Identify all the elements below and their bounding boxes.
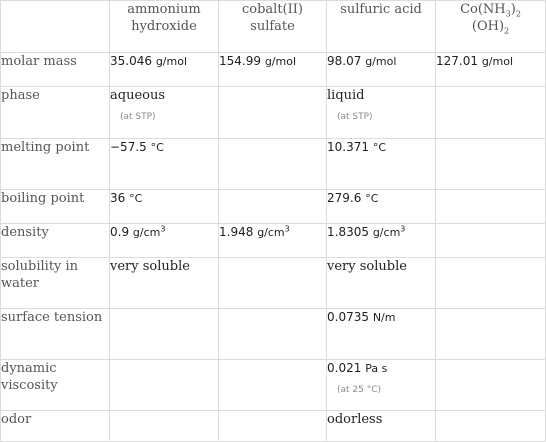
table-row <box>1 258 546 309</box>
boiling-point-ammonium-hydroxide: 36 °C <box>110 190 219 224</box>
solubility-sulfuric-acid: very soluble <box>327 258 436 309</box>
melting-point-cobalt-sulfate <box>219 139 327 190</box>
surface-tension-ammonium-hydroxide <box>110 309 219 360</box>
table-row <box>1 139 546 190</box>
table-row <box>1 53 546 87</box>
table-row <box>1 190 546 224</box>
surface-tension-sulfuric-acid: 0.0735 N/m <box>327 309 436 360</box>
solubility-cobalt-sulfate <box>219 258 327 309</box>
solubility-cobalt-complex <box>436 258 546 309</box>
molar-mass-ammonium-hydroxide: 35.046 g/mol <box>110 53 219 87</box>
solubility-ammonium-hydroxide: very soluble <box>110 258 219 309</box>
table-row <box>1 224 546 258</box>
dynamic-viscosity-ammonium-hydroxide <box>110 360 219 411</box>
corner-cell <box>1 1 110 53</box>
column-header-cobalt-sulfate: cobalt(II) sulfate <box>219 1 327 53</box>
table-row <box>1 411 546 442</box>
boiling-point-sulfuric-acid: 279.6 °C <box>327 190 436 224</box>
phase-cobalt-complex <box>436 87 546 139</box>
odor-ammonium-hydroxide <box>110 411 219 442</box>
density-cobalt-complex <box>436 224 546 258</box>
boiling-point-cobalt-sulfate <box>219 190 327 224</box>
molar-mass-cobalt-complex: 127.01 g/mol <box>436 53 546 87</box>
column-header-ammonium-hydroxide: ammonium hydroxide <box>110 1 219 53</box>
surface-tension-cobalt-sulfate <box>219 309 327 360</box>
row-label-melting-point: melting point <box>1 139 110 190</box>
molar-mass-cobalt-sulfate: 154.99 g/mol <box>219 53 327 87</box>
table-row <box>1 360 546 411</box>
odor-sulfuric-acid: odorless <box>327 411 436 442</box>
row-label-density: density <box>1 224 110 258</box>
row-label-phase: phase <box>1 87 110 139</box>
dynamic-viscosity-cobalt-sulfate <box>219 360 327 411</box>
phase-sulfuric-acid: liquid (at STP) <box>327 87 436 139</box>
melting-point-cobalt-complex <box>436 139 546 190</box>
row-label-boiling-point: boiling point <box>1 190 110 224</box>
table-row <box>1 309 546 360</box>
boiling-point-cobalt-complex <box>436 190 546 224</box>
melting-point-sulfuric-acid: 10.371 °C <box>327 139 436 190</box>
dynamic-viscosity-sulfuric-acid: 0.021 Pa s (at 25 °C) <box>327 360 436 411</box>
row-label-odor: odor <box>1 411 110 442</box>
column-header-sulfuric-acid: sulfuric acid <box>327 1 436 53</box>
row-label-dynamic-viscosity: dynamic viscosity <box>1 360 110 411</box>
row-label-surface-tension: surface tension <box>1 309 110 360</box>
odor-cobalt-sulfate <box>219 411 327 442</box>
melting-point-ammonium-hydroxide: −57.5 °C <box>110 139 219 190</box>
molar-mass-sulfuric-acid: 98.07 g/mol <box>327 53 436 87</box>
density-cobalt-sulfate: 1.948 $g/cm^3$ <box>219 224 327 258</box>
density-ammonium-hydroxide: 0.9 $g/cm^3$ <box>110 224 219 258</box>
density-sulfuric-acid: 1.8305 $g/cm^3$ <box>327 224 436 258</box>
row-label-solubility: solubility in water <box>1 258 110 309</box>
odor-cobalt-complex <box>436 411 546 442</box>
row-label-molar-mass: molar mass <box>1 53 110 87</box>
phase-cobalt-sulfate <box>219 87 327 139</box>
surface-tension-cobalt-complex <box>436 309 546 360</box>
column-header-cobalt-complex: $Co(NH_3)_2$ $(OH)_2$ <box>436 1 546 53</box>
header-row <box>1 1 546 53</box>
table-row <box>1 87 546 139</box>
phase-ammonium-hydroxide: aqueous (at STP) <box>110 87 219 139</box>
dynamic-viscosity-cobalt-complex <box>436 360 546 411</box>
